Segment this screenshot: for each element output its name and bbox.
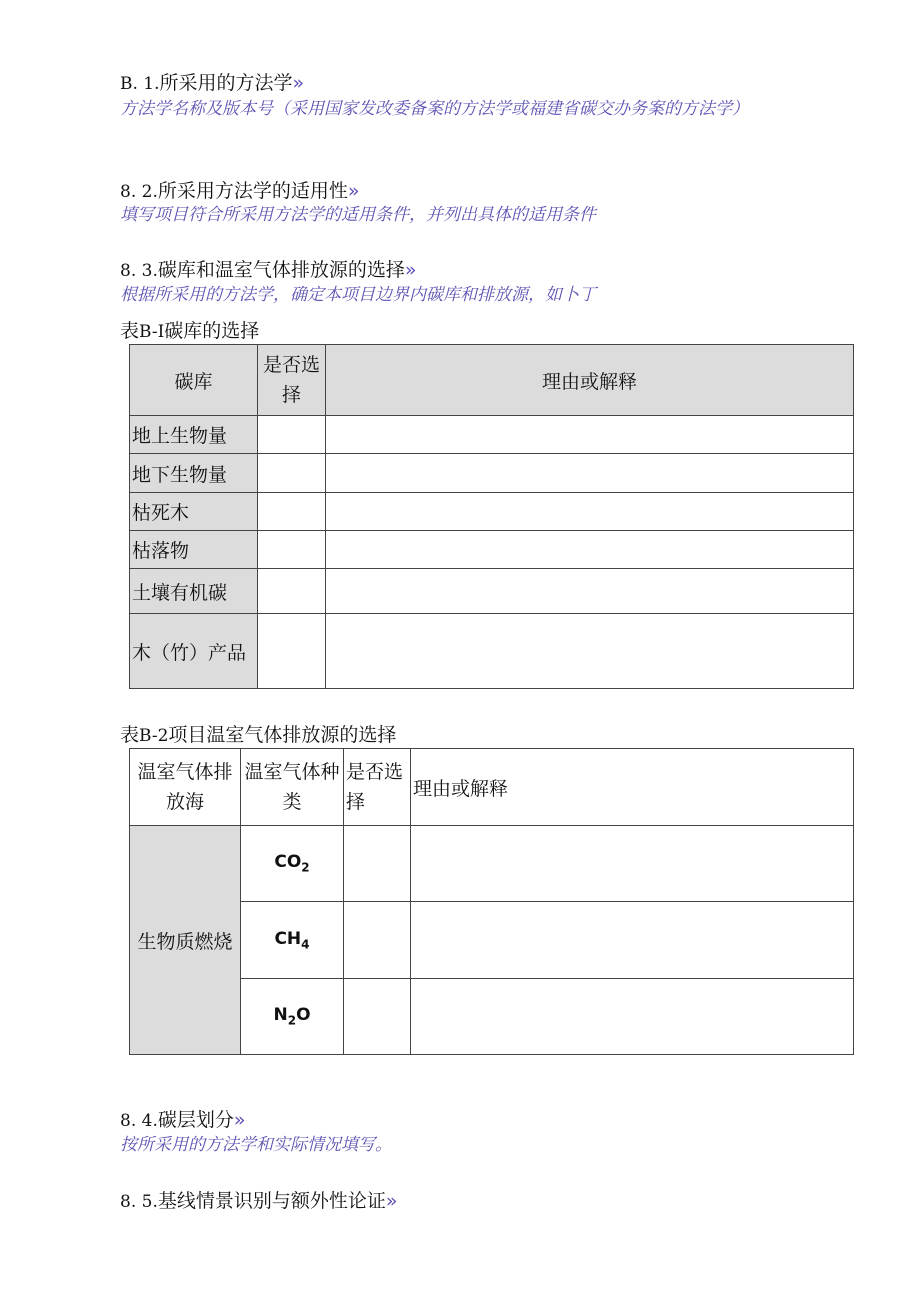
table-row [130,531,854,569]
emission-source-table [129,748,854,1055]
reason-cell[interactable] [326,569,854,614]
reason-cell[interactable] [411,979,854,1055]
chevron-icon: » [292,72,305,94]
header-reason: 理由或解释 [411,749,854,826]
header-gas-type: 温室气体种类 [241,749,344,826]
caption-prefix: 表 [120,320,140,342]
section-b2-hint: 填写项目符合所采用方法学的适用条件，并列出具体的适用条件 [120,205,596,225]
chevron-icon: » [347,180,360,202]
table-row [130,416,854,454]
selected-cell[interactable] [344,979,411,1055]
section-b2-heading [120,176,359,203]
header-selected: 是否选择 [258,345,326,416]
reason-cell[interactable] [326,493,854,531]
section-title: 碳库和温室气体排放源的选择 [157,259,405,281]
caption-text: 项目温室气体排放源的选择 [168,724,397,746]
row-label: 枯死木 [130,493,258,531]
section-number: 8. 2. [120,182,158,202]
header-reason: 理由或解释 [326,345,854,416]
reason-cell[interactable] [326,454,854,493]
section-b3-heading [120,255,416,282]
section-b4-heading [120,1105,245,1132]
table-row [130,826,854,902]
gas-co2: $CO_2$ [241,826,344,902]
section-number: 8. 3. [120,261,158,281]
table-header-row [130,345,854,416]
caption-text: 碳库的选择 [164,320,260,342]
selected-cell[interactable] [258,569,326,614]
carbon-pool-table [129,344,854,689]
selected-cell[interactable] [258,531,326,569]
selected-cell[interactable] [258,493,326,531]
selected-cell[interactable] [344,826,411,902]
table1-caption [120,316,259,343]
chevron-icon: » [233,1109,246,1131]
reason-cell[interactable] [326,531,854,569]
section-number: 8. 5. [120,1192,158,1212]
caption-number: B-I [139,322,165,342]
section-b1-heading [120,68,304,95]
reason-cell[interactable] [326,614,854,689]
reason-cell[interactable] [411,826,854,902]
gas-n2o: $N_2O$ [241,979,344,1055]
section-number: B. 1. [120,74,160,94]
row-label: 枯落物 [130,531,258,569]
section-title: 所采用方法学的适用性 [157,180,348,202]
header-carbon-pool: 碳库 [130,345,258,416]
reason-cell[interactable] [326,416,854,454]
reason-cell[interactable] [411,902,854,979]
selected-cell[interactable] [344,902,411,979]
row-label: 地上生物量 [130,416,258,454]
caption-number: B-2 [139,726,169,746]
row-label: 地下生物量 [130,454,258,493]
table-header-row [130,749,854,826]
emission-source-label: 生物质燃烧 [130,826,241,1055]
section-b1-hint: 方法学名称及版本号（采用国家发改委备案的方法学或福建省碳交办务案的方法学） [120,99,749,119]
table-row [130,614,854,689]
gas-ch4: $CH_4$ [241,902,344,979]
table-row [130,569,854,614]
selected-cell[interactable] [258,416,326,454]
header-emission-source: 温室气体排放海 [130,749,241,826]
section-title: 碳层划分 [157,1109,234,1131]
chevron-icon: » [404,259,417,281]
section-number: 8. 4. [120,1111,158,1131]
section-b5-heading [120,1186,397,1213]
table2-caption [120,720,396,747]
row-label: 木（竹）产品 [130,614,258,689]
selected-cell[interactable] [258,454,326,493]
header-selected: 是否选择 [344,749,411,826]
table-row [130,493,854,531]
section-b4-hint: 按所采用的方法学和实际情况填写。 [120,1135,392,1155]
row-label: 土壤有机碳 [130,569,258,614]
section-title: 所采用的方法学 [159,72,293,94]
caption-prefix: 表 [120,724,140,746]
selected-cell[interactable] [258,614,326,689]
section-b3-hint: 根据所采用的方法学，确定本项目边界内碳库和排放源，如卜丁 [120,285,596,305]
section-title: 基线情景识别与额外性论证 [157,1190,386,1212]
chevron-icon: » [385,1190,398,1212]
table-row [130,454,854,493]
